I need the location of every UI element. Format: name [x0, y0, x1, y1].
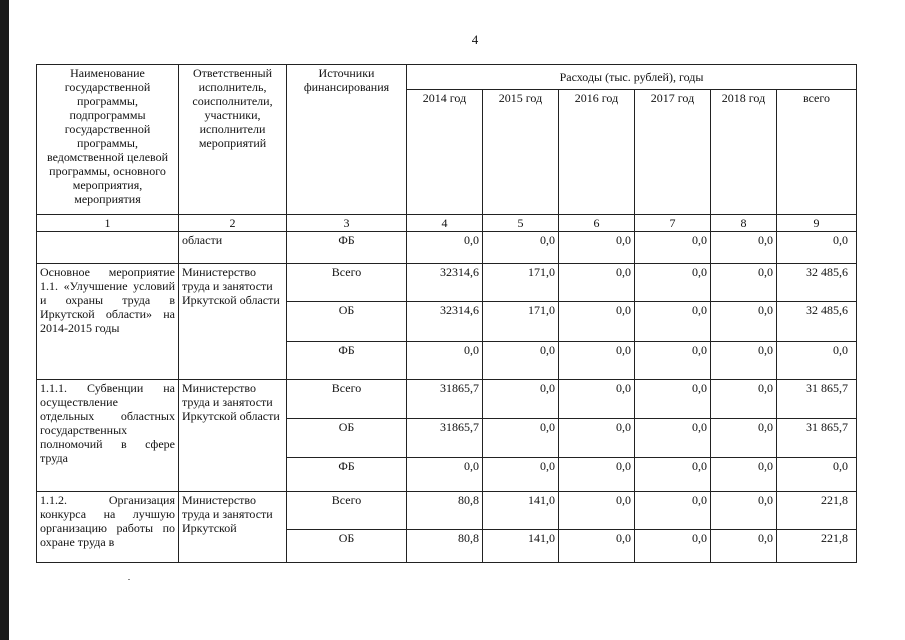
- table-row: [37, 232, 857, 264]
- value-cell: 0,0: [777, 458, 857, 492]
- value-cell: 0,0: [559, 232, 635, 264]
- value-cell: 0,0: [559, 530, 635, 563]
- value-cell: 0,0: [559, 458, 635, 492]
- value-cell: 80,8: [407, 530, 483, 563]
- executor-cell: области: [179, 232, 287, 264]
- source-cell: ОБ: [287, 419, 407, 458]
- table-row: [37, 380, 857, 419]
- scan-speck: [128, 579, 130, 580]
- header-year-2017: 2017 год: [635, 90, 711, 215]
- value-cell: 0,0: [559, 380, 635, 419]
- value-cell: 141,0: [483, 530, 559, 563]
- value-cell: 0,0: [711, 380, 777, 419]
- source-cell: ФБ: [287, 458, 407, 492]
- value-cell: 0,0: [711, 419, 777, 458]
- value-cell: 171,0: [483, 302, 559, 342]
- value-cell: 0,0: [711, 264, 777, 302]
- source-cell: ФБ: [287, 232, 407, 264]
- header-source: Источники финансирования: [287, 65, 407, 215]
- table-row: [37, 264, 857, 302]
- source-cell: Всего: [287, 492, 407, 530]
- value-cell: 32314,6: [407, 302, 483, 342]
- executor-cell: Министерство труда и занятости Иркутской области: [179, 380, 287, 492]
- header-year-2014: 2014 год: [407, 90, 483, 215]
- value-cell: 0,0: [407, 232, 483, 264]
- name-cell: Основное мероприятие 1.1. «Улучшение условий и охраны труда в Иркутской области» на 2014-2015 годы: [37, 264, 179, 380]
- value-cell: 32 485,6: [777, 302, 857, 342]
- name-cell: 1.1.2. Организация конкурса на лучшую организацию работы по охране труда в: [37, 492, 179, 563]
- value-cell: 0,0: [635, 264, 711, 302]
- header-year-2016: 2016 год: [559, 90, 635, 215]
- value-cell: 0,0: [559, 492, 635, 530]
- value-cell: 221,8: [777, 530, 857, 563]
- value-cell: 171,0: [483, 264, 559, 302]
- header-year-2015: 2015 год: [483, 90, 559, 215]
- column-number: 6: [559, 215, 635, 232]
- column-number: 3: [287, 215, 407, 232]
- value-cell: 0,0: [483, 342, 559, 380]
- column-number: 7: [635, 215, 711, 232]
- header-total: всего: [777, 90, 857, 215]
- value-cell: 0,0: [559, 264, 635, 302]
- value-cell: 0,0: [711, 458, 777, 492]
- budget-table: [36, 64, 857, 563]
- name-cell: 1.1.1. Субвенции на осуществление отдельных областных государственных полномочий в сфере труда: [37, 380, 179, 492]
- executor-cell: Министерство труда и занятости Иркутской: [179, 492, 287, 563]
- value-cell: 141,0: [483, 492, 559, 530]
- table-row: [37, 492, 857, 530]
- value-cell: 31 865,7: [777, 380, 857, 419]
- value-cell: 0,0: [635, 530, 711, 563]
- value-cell: 80,8: [407, 492, 483, 530]
- value-cell: 32314,6: [407, 264, 483, 302]
- value-cell: 0,0: [635, 232, 711, 264]
- source-cell: ОБ: [287, 302, 407, 342]
- value-cell: 0,0: [483, 380, 559, 419]
- value-cell: 31865,7: [407, 380, 483, 419]
- value-cell: 0,0: [711, 530, 777, 563]
- header-year-2018: 2018 год: [711, 90, 777, 215]
- value-cell: 0,0: [711, 342, 777, 380]
- value-cell: 221,8: [777, 492, 857, 530]
- header-expenses: Расходы (тыс. рублей), годы: [407, 65, 857, 90]
- value-cell: 0,0: [483, 232, 559, 264]
- column-number: 9: [777, 215, 857, 232]
- value-cell: 0,0: [711, 302, 777, 342]
- column-number: 2: [179, 215, 287, 232]
- column-number: 1: [37, 215, 179, 232]
- source-cell: ОБ: [287, 530, 407, 563]
- value-cell: 32 485,6: [777, 264, 857, 302]
- header-name: Наименование государственной программы, подпрограммы государственной программы, ведомственной целевой программы, основного мероприятия, мероприятия: [37, 65, 179, 215]
- column-number: 4: [407, 215, 483, 232]
- value-cell: 0,0: [777, 342, 857, 380]
- source-cell: Всего: [287, 264, 407, 302]
- value-cell: 0,0: [407, 342, 483, 380]
- column-numbers-row: [37, 215, 857, 232]
- value-cell: 0,0: [635, 492, 711, 530]
- column-number: 5: [483, 215, 559, 232]
- executor-cell: Министерство труда и занятости Иркутской области: [179, 264, 287, 380]
- scan-edge-shadow: [0, 0, 9, 640]
- header-executor: Ответственный исполнитель, соисполнители, участники, исполнители мероприятий: [179, 65, 287, 215]
- value-cell: 0,0: [635, 380, 711, 419]
- value-cell: 0,0: [635, 342, 711, 380]
- column-number: 8: [711, 215, 777, 232]
- value-cell: 0,0: [635, 419, 711, 458]
- source-cell: Всего: [287, 380, 407, 419]
- value-cell: 0,0: [777, 232, 857, 264]
- value-cell: 0,0: [711, 232, 777, 264]
- value-cell: 0,0: [559, 302, 635, 342]
- value-cell: 31865,7: [407, 419, 483, 458]
- value-cell: 0,0: [483, 419, 559, 458]
- value-cell: 0,0: [635, 458, 711, 492]
- name-cell: [37, 232, 179, 264]
- page-number: 4: [471, 32, 479, 47]
- value-cell: 0,0: [559, 342, 635, 380]
- value-cell: 0,0: [407, 458, 483, 492]
- value-cell: 0,0: [559, 419, 635, 458]
- value-cell: 0,0: [635, 302, 711, 342]
- value-cell: 0,0: [711, 492, 777, 530]
- value-cell: 0,0: [483, 458, 559, 492]
- source-cell: ФБ: [287, 342, 407, 380]
- value-cell: 31 865,7: [777, 419, 857, 458]
